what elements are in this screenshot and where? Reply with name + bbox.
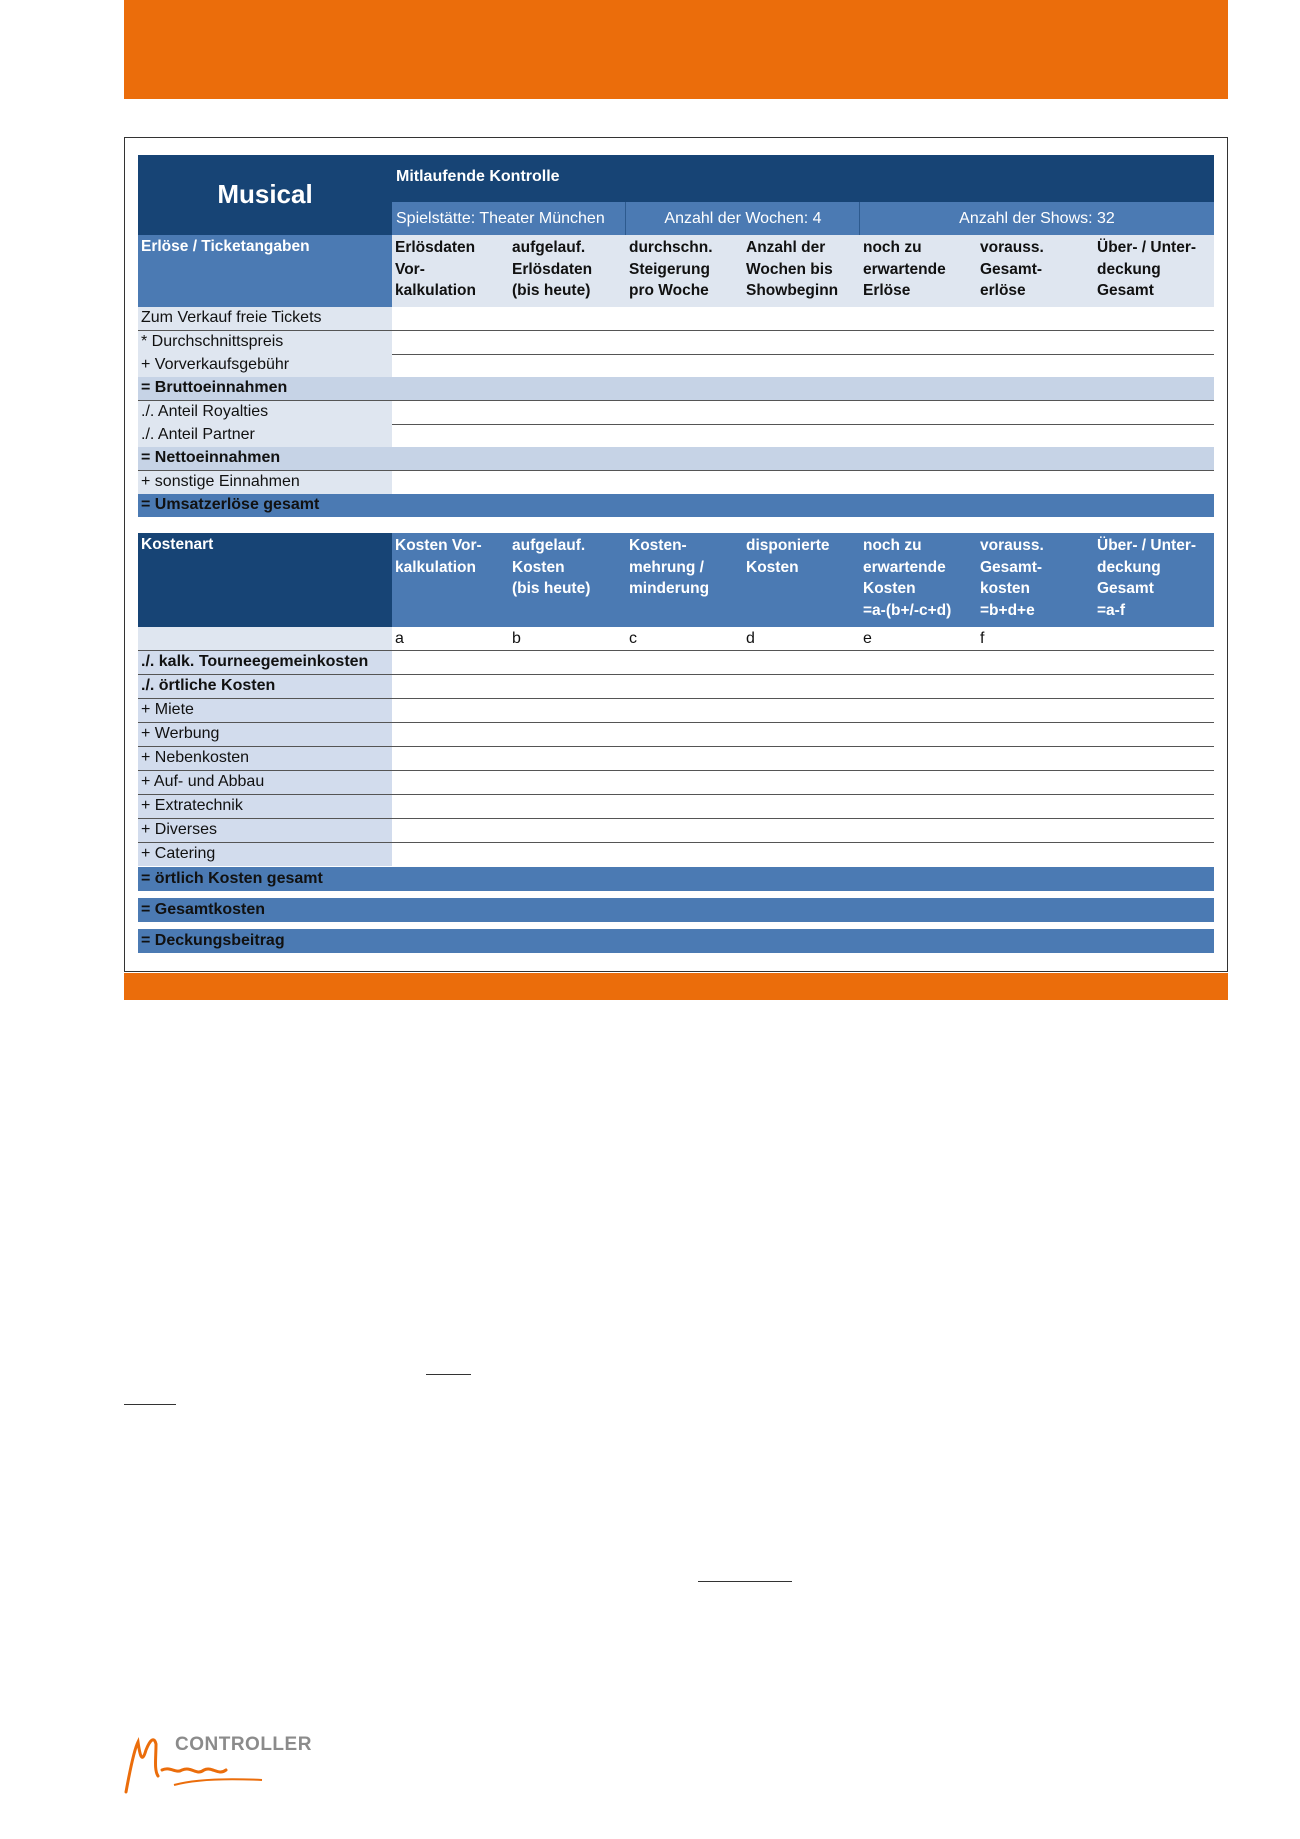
row-label: = Deckungsbeitrag — [141, 932, 285, 949]
cost-section-label-cell — [138, 533, 392, 627]
cost-col-b: aufgelauf. Kosten (bis heute) — [512, 537, 591, 597]
row-label: + Nebenkosten — [138, 747, 392, 770]
logo-text: CONTROLLER — [175, 1734, 312, 1755]
contribution-margin-row — [138, 929, 1214, 953]
table-row — [138, 331, 1214, 355]
letter-row-label — [138, 627, 392, 650]
table-row — [138, 771, 1214, 795]
table-row-subtotal — [138, 447, 1214, 471]
table-row — [138, 723, 1214, 747]
row-label: Zum Verkauf freie Tickets — [138, 307, 392, 330]
row-label: + Werbung — [138, 723, 392, 746]
underline-mark — [698, 1581, 792, 1582]
cost-col-e: noch zu erwartende Kosten =a-(b+/-c+d) — [863, 537, 952, 619]
subtitle-cell — [392, 155, 1214, 202]
rev-col-f: vorauss. Gesamt- erlöse — [980, 239, 1044, 299]
table-row-subtotal — [138, 377, 1214, 401]
rev-col-b: aufgelauf. Erlösdaten (bis heute) — [512, 239, 593, 299]
row-label: + Extratechnik — [138, 795, 392, 818]
table-row — [138, 795, 1214, 819]
shows-cell — [860, 202, 1214, 235]
revenue-column-headers — [392, 235, 1214, 307]
table-row — [138, 651, 1214, 675]
revenue-section-label-cell — [138, 235, 392, 307]
shows-label: Anzahl der Shows: 32 — [959, 210, 1115, 227]
venue-cell — [392, 202, 626, 235]
page-title: Musical — [217, 179, 313, 209]
letter-e: e — [863, 630, 872, 647]
rev-col-a: Erlösdaten Vor- kalkulation — [395, 239, 476, 299]
rev-col-d: Anzahl der Wochen bis Showbeginn — [746, 239, 839, 299]
table-row — [138, 424, 1214, 448]
underline-mark — [426, 1374, 471, 1375]
rev-col-g: Über- / Unter- deckung Gesamt — [1097, 239, 1197, 299]
cost-col-f: vorauss. Gesamt- kosten =b+d+e — [980, 537, 1044, 619]
table-row-total — [138, 494, 1214, 517]
underline-mark — [124, 1404, 176, 1405]
table-row — [138, 699, 1214, 723]
table-row — [138, 675, 1214, 699]
letter-b: b — [512, 630, 521, 647]
top-accent-band — [124, 0, 1228, 99]
cost-col-a: Kosten Vor- kalkulation — [395, 537, 482, 576]
total-costs-row — [138, 898, 1214, 922]
table-row — [138, 471, 1214, 495]
row-label: = Umsatzerlöse gesamt — [141, 496, 320, 513]
row-label: + Miete — [138, 699, 392, 722]
letter-row — [138, 627, 1214, 651]
cost-column-headers — [392, 533, 1214, 627]
row-label: + Diverses — [138, 819, 392, 842]
rev-col-e: noch zu erwartende Erlöse — [863, 239, 946, 299]
row-label: + sonstige Einnahmen — [138, 471, 392, 494]
title-cell — [138, 155, 392, 235]
row-label: ./. örtliche Kosten — [138, 675, 392, 698]
letter-d: d — [746, 630, 755, 647]
bottom-accent-band — [124, 973, 1228, 1000]
row-label: ./. kalk. Tourneegemeinkosten — [138, 651, 392, 674]
row-label: ./. Anteil Partner — [138, 424, 392, 447]
row-label: + Catering — [138, 843, 392, 866]
row-label: + Auf- und Abbau — [138, 771, 392, 794]
letter-c: c — [629, 630, 637, 647]
weeks-cell — [626, 202, 860, 235]
row-label: ./. Anteil Royalties — [138, 401, 392, 424]
row-label: = Gesamtkosten — [141, 901, 266, 918]
row-label: + Vorverkaufsgebühr — [138, 354, 392, 377]
table-row-total — [138, 867, 1214, 891]
cost-col-g: Über- / Unter- deckung Gesamt =a-f — [1097, 537, 1197, 619]
subtitle: Mitlaufende Kontrolle — [396, 168, 560, 185]
weeks-label: Anzahl der Wochen: 4 — [664, 210, 822, 227]
table-row — [138, 747, 1214, 771]
venue-label: Spielstätte: Theater München — [396, 210, 605, 227]
revenue-section-label: Erlöse / Ticketangaben — [141, 238, 310, 255]
table-row — [138, 819, 1214, 843]
row-label: = örtlich Kosten gesamt — [141, 870, 323, 887]
cost-section-label: Kostenart — [141, 536, 214, 553]
rev-col-c: durchschn. Steigerung pro Woche — [629, 239, 713, 299]
row-label: = Nettoeinnahmen — [141, 449, 281, 466]
letter-f: f — [980, 630, 985, 647]
row-label: = Bruttoeinnahmen — [141, 379, 288, 396]
row-label: * Durchschnittspreis — [138, 331, 392, 354]
table-row — [138, 307, 1214, 331]
cost-col-c: Kosten- mehrung / minderung — [629, 537, 710, 597]
letter-a: a — [395, 630, 404, 647]
table-row — [138, 843, 1214, 866]
cost-col-d: disponierte Kosten — [746, 537, 830, 576]
table-row — [138, 401, 1214, 425]
table-row — [138, 354, 1214, 378]
